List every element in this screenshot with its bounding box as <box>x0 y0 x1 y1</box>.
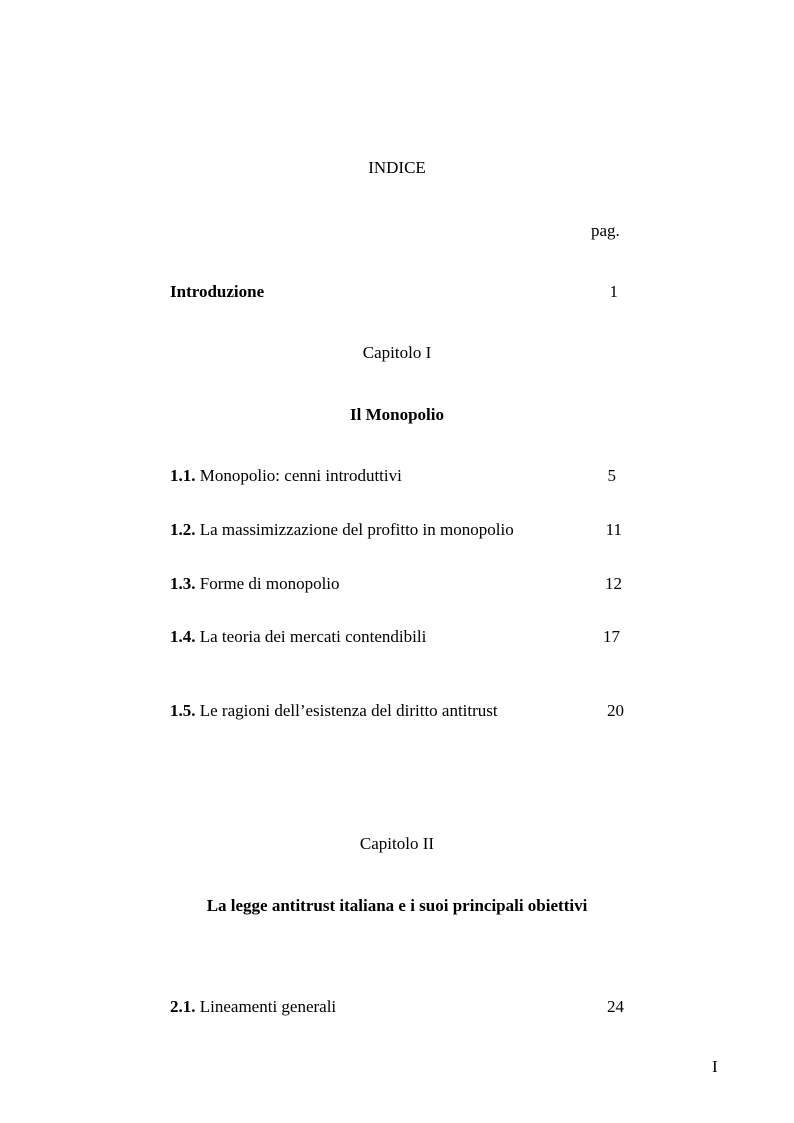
entry-page: 24 <box>607 997 624 1016</box>
entry-number: 2.1. <box>170 997 196 1016</box>
entry-text: La teoria dei mercati contendibili <box>199 627 427 646</box>
entry-text: La massimizzazione del profitto in monopolio <box>199 520 514 539</box>
entry-page: 5 <box>607 466 616 485</box>
entry-page: 12 <box>605 574 622 593</box>
entry-number: 1.5. <box>170 701 196 720</box>
chapter-2-label: Capitolo II <box>359 834 435 853</box>
entry-number: 1.1. <box>170 466 196 485</box>
chapter-1-title: Il Monopolio <box>350 405 444 424</box>
entry-number: 1.3. <box>170 574 196 593</box>
footer-page-number: I <box>712 1057 718 1076</box>
entry-text: Le ragioni dell’esistenza del diritto antitrust <box>199 701 498 720</box>
page-column-header: pag. <box>591 221 620 240</box>
entry-page: 17 <box>603 627 620 646</box>
introduction-label: Introduzione <box>170 282 265 301</box>
introduction-page: 1 <box>609 282 618 301</box>
chapter-1-label: Capitolo I <box>362 343 432 362</box>
entry-number: 1.2. <box>170 520 196 539</box>
entry-text: Lineamenti generali <box>199 997 337 1016</box>
index-title: INDICE <box>368 158 426 177</box>
entry-page: 20 <box>607 701 624 720</box>
entry-text: Forme di monopolio <box>199 574 340 593</box>
entry-number: 1.4. <box>170 627 196 646</box>
entry-page: 11 <box>605 520 622 539</box>
chapter-2-title: La legge antitrust italiana e i suoi principali obiettivi <box>206 896 588 915</box>
entry-text: Monopolio: cenni introduttivi <box>199 466 402 485</box>
